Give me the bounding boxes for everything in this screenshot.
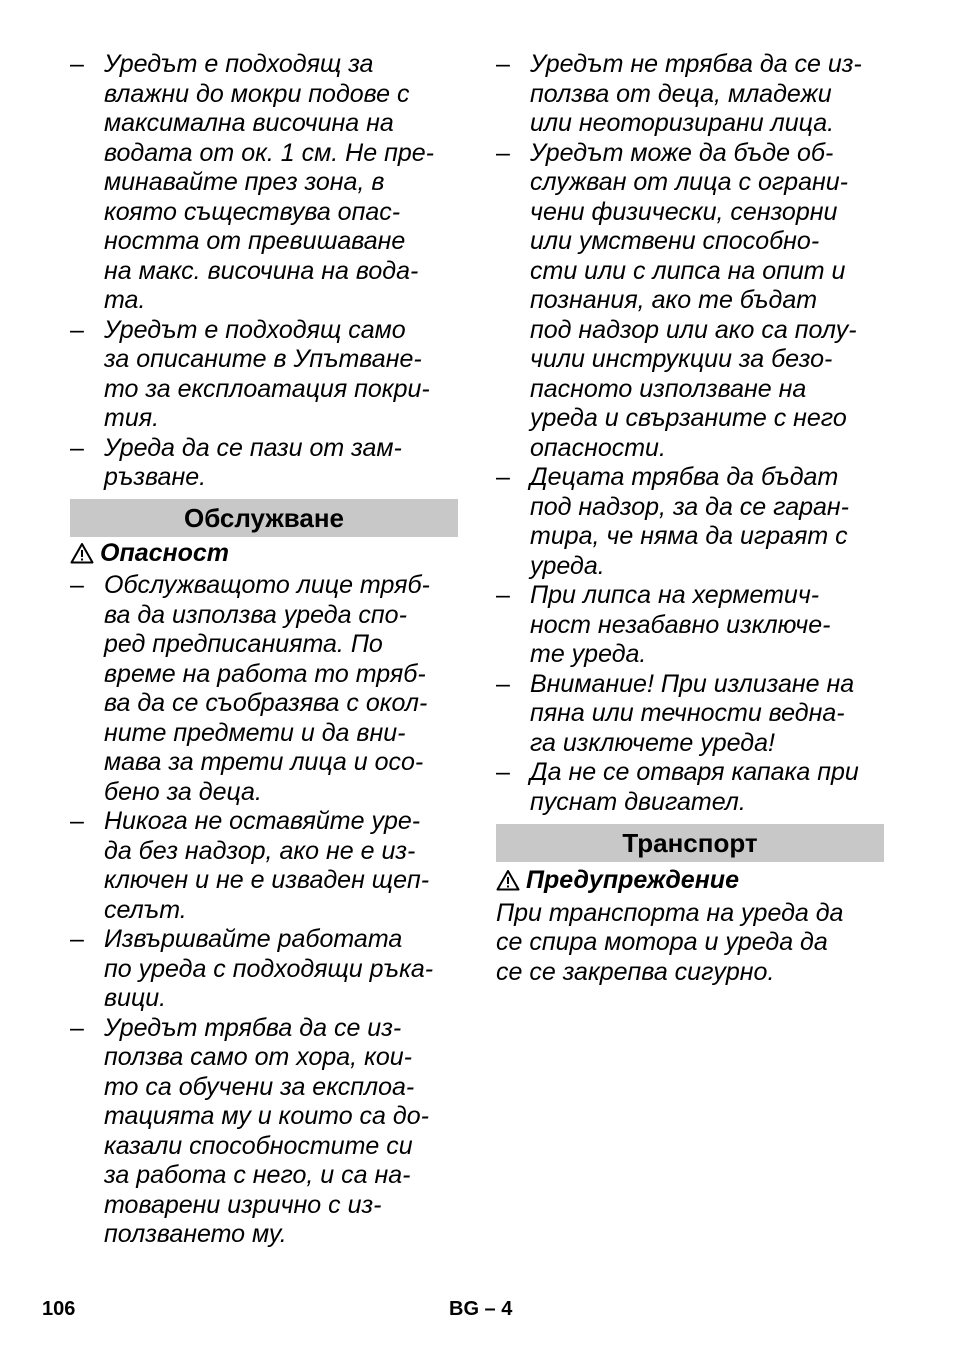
list-item-line: ните предмети и да вни- — [104, 718, 406, 747]
list-item-line: познания, ако те бъдат — [530, 286, 818, 314]
section-heading-service: Обслужване — [70, 499, 458, 537]
list-item-line: влажни до мокри подове с — [104, 79, 410, 108]
list-item — [496, 463, 884, 581]
list-item-line: то са обучени за експлоа- — [104, 1072, 415, 1101]
warning-label-text: Опасност — [100, 538, 230, 567]
list-item-line: пуснат двигател. — [530, 787, 746, 816]
warning-triangle-icon — [496, 869, 520, 899]
warning-triangle-icon — [70, 542, 94, 572]
list-item-line: Уредът е подходящ само — [104, 315, 406, 344]
list-item-line: ност незабавно изключе- — [530, 610, 831, 639]
list-item-line: опасности. — [530, 433, 666, 462]
list-item-line: да без надзор, ако не е из- — [104, 836, 416, 865]
list-item-line: водата от ок. 1 см. Не пре- — [104, 138, 434, 167]
list-item — [496, 758, 884, 817]
list-item-line: минавайте през зона, в — [104, 168, 385, 196]
list-item — [496, 581, 884, 670]
list-item — [496, 670, 884, 759]
section-code: BG – 4 — [449, 1298, 513, 1320]
page-number: 106 — [42, 1298, 76, 1320]
warning-label-caution — [496, 866, 884, 899]
list-item-line: която съществува опас- — [104, 197, 401, 226]
list-item-line: максимална височина на — [104, 109, 394, 137]
list-item-line: тира, че няма да играят с — [530, 522, 848, 550]
list-item-line: Уреда да се пази от зам- — [104, 433, 402, 462]
list-item — [70, 1014, 458, 1250]
list-bottom — [70, 571, 458, 1250]
list-item-line: ползването му. — [104, 1220, 287, 1248]
transport-paragraph — [496, 899, 884, 988]
list-item-line: Внимание! При излизане на — [530, 669, 855, 698]
list-item — [70, 50, 458, 316]
paragraph-line: се се закрепва сигурно. — [496, 957, 775, 986]
list-item-line: Никога не оставяйте уре- — [104, 807, 421, 835]
list-item-line: чени физически, сензорни — [530, 197, 838, 226]
list-item-line: те уреда. — [530, 640, 647, 668]
list-item — [70, 571, 458, 807]
list-dash: – — [70, 50, 84, 78]
list-dash: – — [496, 758, 510, 786]
paragraph-line: При транспорта на уреда да — [496, 898, 844, 927]
left-column — [70, 50, 458, 1250]
list-item — [496, 139, 884, 464]
list-item-line: или умствени способно- — [530, 227, 820, 255]
list-item-line: казали способностите си — [104, 1131, 413, 1160]
list-item-line: При липса на херметич- — [530, 581, 820, 609]
list-dash: – — [70, 807, 84, 835]
list-item — [70, 807, 458, 925]
list-item-line: селът. — [104, 895, 187, 924]
list-item-line: ред предписанията. По — [104, 630, 383, 658]
right-column — [496, 50, 884, 987]
list-item — [70, 925, 458, 1014]
list-item-line: сти или с липса на опит и — [530, 256, 846, 285]
list-item-line: ва да използва уреда спо- — [104, 600, 407, 629]
list-item-line: тацията му и които са до- — [104, 1102, 429, 1130]
list-item-line: Уредът може да бъде об- — [530, 138, 834, 167]
list-item — [70, 434, 458, 493]
list-item-line: за работа с него, и са на- — [104, 1161, 411, 1189]
list-item-line: пасното използване на — [530, 374, 807, 403]
list-item-line: тия. — [104, 404, 160, 432]
list-item-line: то за експлоатация покри- — [104, 374, 430, 403]
list-item-line: Уредът е подходящ за — [104, 50, 374, 78]
list-item-line: ръзване. — [104, 463, 207, 491]
list-item-line: ва да се съобразява с окол- — [104, 689, 428, 717]
list-item-line: под надзор, за да се гаран- — [530, 492, 849, 521]
list-item-line: ползва само от хора, кои- — [104, 1043, 413, 1071]
list-top — [70, 50, 458, 493]
list-dash: – — [496, 50, 510, 78]
list-item-line: ключен и не е изваден щеп- — [104, 866, 430, 894]
list-item-line: на макс. височина на вода- — [104, 256, 419, 285]
list-item-line: под надзор или ако са полу- — [530, 315, 857, 344]
list-item — [496, 50, 884, 139]
list-item-line: време на работа то тряб- — [104, 659, 426, 688]
list-dash: – — [70, 433, 84, 462]
list-item-line: Децата трябва да бъдат — [530, 463, 839, 491]
list-dash: – — [496, 138, 510, 167]
warning-label-text: Предупреждение — [526, 866, 739, 894]
list-item-line: та. — [104, 286, 146, 314]
list-dash: – — [496, 581, 510, 609]
list-dash: – — [496, 463, 510, 491]
list-dash: – — [70, 315, 84, 344]
list-item-line: Обслужващото лице тряб- — [104, 571, 430, 599]
list-item-line: пяна или течности ведна- — [530, 699, 845, 727]
list-item-line: Уредът трябва да се из- — [104, 1013, 402, 1042]
list-item-line: бено за деца. — [104, 777, 262, 806]
warning-label-danger — [70, 539, 458, 572]
list-item-line: чили инструкции за безо- — [530, 345, 833, 373]
list-item-line: товарени изрично с из- — [104, 1190, 382, 1219]
paragraph-line: се спира мотора и уреда да — [496, 928, 828, 956]
list-item-line: по уреда с подходящи ръка- — [104, 954, 434, 983]
list-dash: – — [70, 571, 84, 599]
list-dash: – — [70, 1013, 84, 1042]
list-item-line: вици. — [104, 984, 167, 1012]
section-heading-transport: Транспорт — [496, 824, 884, 862]
list-item-line: служван от лица с ограни- — [530, 168, 848, 196]
list-item-line: уреда и свързаните с него — [530, 404, 847, 432]
list-item-line: Уредът не трябва да се из- — [530, 50, 862, 78]
list-dash: – — [70, 925, 84, 953]
list-item-line: Да не се отваря капака при — [530, 758, 859, 786]
list-item-line: га изключете уреда! — [530, 728, 775, 757]
list-dash: – — [496, 669, 510, 698]
list-item-line: мава за трети лица и осо- — [104, 748, 424, 776]
list-item-line: Извършвайте работата — [104, 925, 403, 953]
list-item-line: или неоторизирани лица. — [530, 109, 835, 137]
list-right — [496, 50, 884, 817]
list-item-line: ползва от деца, младежи — [530, 79, 832, 108]
list-item-line: ността от превишаване — [104, 227, 406, 255]
list-item-line: уреда. — [530, 551, 605, 580]
list-item — [70, 316, 458, 434]
list-item-line: за описаните в Упътване- — [104, 345, 422, 373]
